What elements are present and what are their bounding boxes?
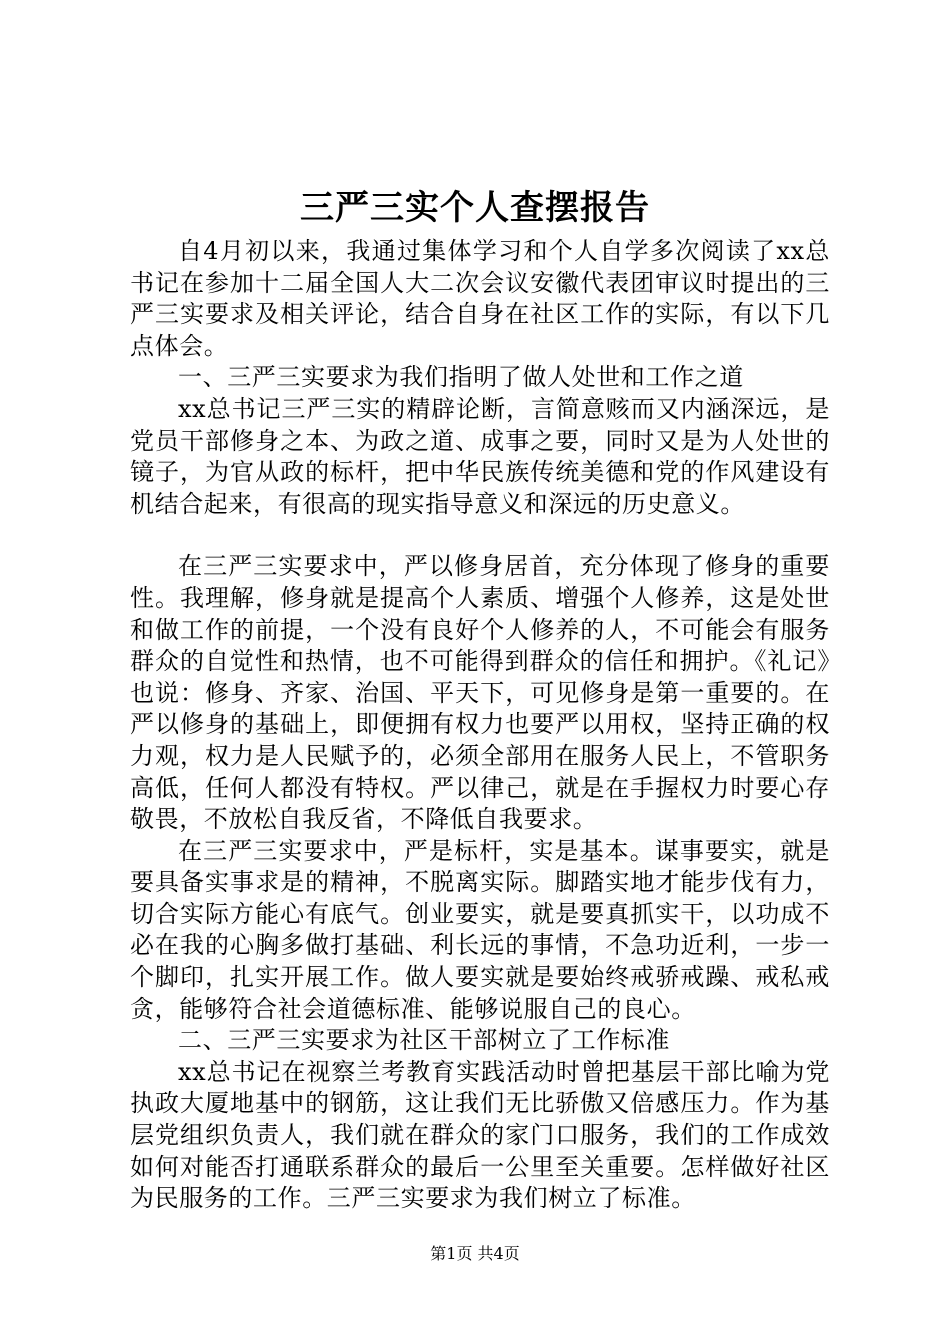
body-paragraph: xx总书记三严三实的精辟论断，言简意赅而又内涵深远，是党员干部修身之本、为政之道、成事之要，同时又是为人处世的镜子，为官从政的标杆，把中华民族传统美德和党的作风建设有机结合起来，有很高的现实指导意义和深远的历史意义。 (130, 394, 830, 518)
section-heading-1: 一、三严三实要求为我们指明了做人处世和工作之道 (178, 363, 744, 392)
body-paragraph: 在三严三实要求中，严是标杆，实是基本。谋事要实，就是要具备实事求是的精神，不脱离实际。脚踏实地才能步伐有力，切合实际方能心有底气。创业要实，就是要真抓实干，以功成不必在我的心胸多做打基础、利长远的事情，不急功近利，一步一个脚印，扎实开展工作。做人要实就是要始终戒骄戒躁、戒私戒贪，能够符合社会道德标准、能够说服自己的良心。 (130, 836, 830, 1023)
body-paragraph: 在三严三实要求中，严以修身居首，充分体现了修身的重要性。我理解，修身就是提高个人素质、增强个人修养，这是处世和做工作的前提，一个没有良好个人修养的人，不可能会有服务群众的自觉性和热情，也不可能得到群众的信任和拥护。《礼记》也说：修身、齐家、治国、平天下，可见修身是第一重要的。在严以修身的基础上，即便拥有权力也要严以用权，坚持正确的权力观，权力是人民赋予的，必须全部用在服务人民上，不管职务高低，任何人都没有特权。严以律己，就是在手握权力时要心存敬畏，不放松自我反省，不降低自我要求。 (130, 552, 830, 834)
body-paragraph: xx总书记在视察兰考教育实践活动时曾把基层干部比喻为党执政大厦地基中的钢筋，这让我们无比骄傲又倍感压力。作为基层党组织负责人，我们就在群众的家门口服务，我们的工作成效如何对能否打通联系群众的最后一公里至关重要。怎样做好社区为民服务的工作。三严三实要求为我们树立了标准。 (130, 1057, 830, 1213)
intro-paragraph: 自4月初以来，我通过集体学习和个人自学多次阅读了xx总书记在参加十二届全国人大二次会议安徽代表团审议时提出的三严三实要求及相关评论，结合自身在社区工作的实际，有以下几点体会。 (130, 237, 830, 360)
page-footer: 第1页 共4页 (430, 1244, 520, 1263)
section-heading-2: 二、三严三实要求为社区干部树立了工作标准 (178, 1026, 670, 1055)
document-title: 三严三实个人查摆报告 (300, 188, 650, 228)
document-body (130, 236, 830, 1215)
